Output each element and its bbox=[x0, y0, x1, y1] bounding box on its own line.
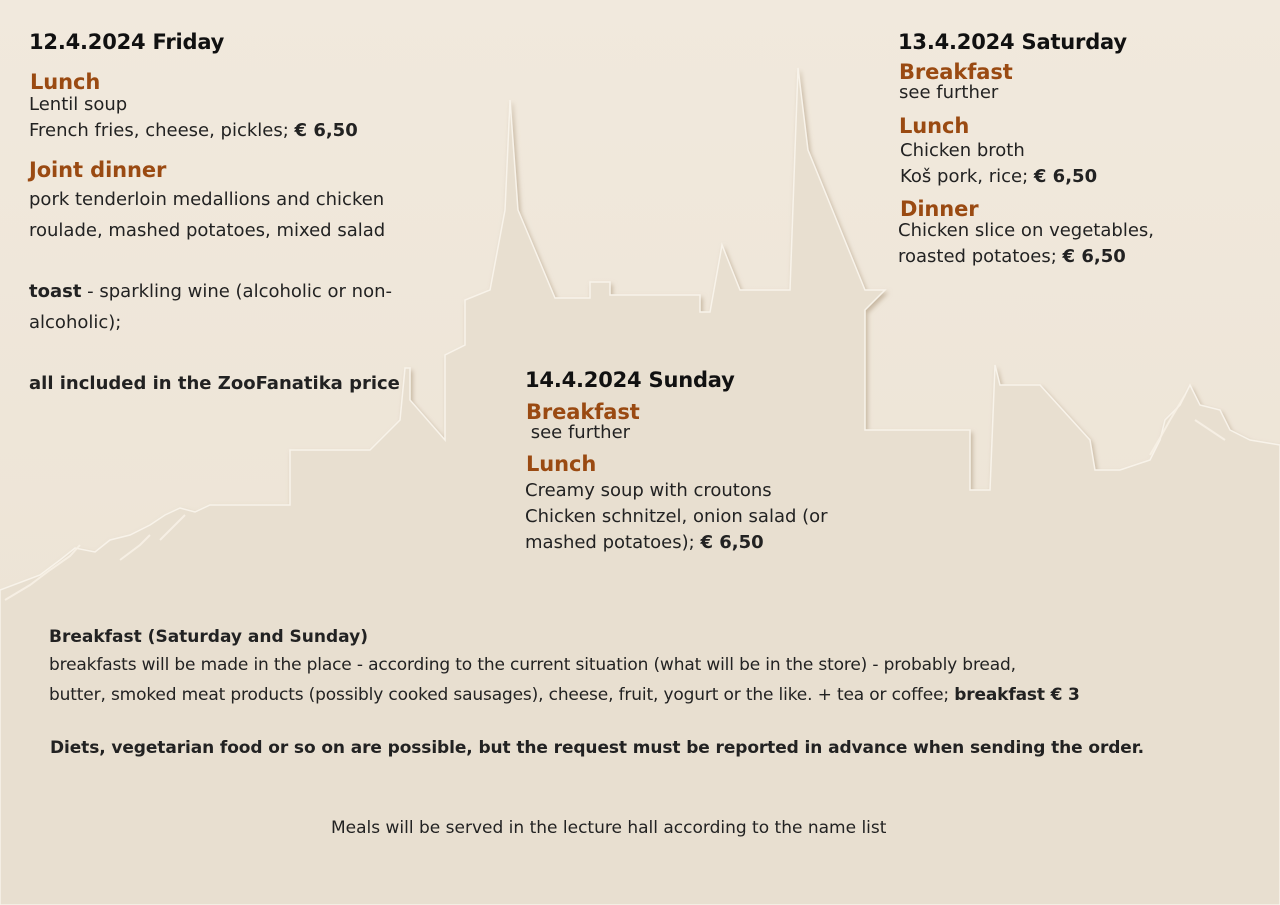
sunday-breakfast-title: Breakfast bbox=[526, 400, 640, 424]
friday-toast-line2: alcoholic); bbox=[29, 312, 122, 333]
sunday-lunch-price: € 6,50 bbox=[700, 532, 764, 553]
saturday-lunch-title: Lunch bbox=[899, 114, 970, 138]
sunday-lunch-line2: Chicken schnitzel, onion salad (or bbox=[525, 506, 828, 527]
saturday-lunch-line1: Chicken broth bbox=[900, 140, 1025, 161]
sunday-date: 14.4.2024 Sunday bbox=[525, 368, 735, 392]
friday-lunch-line1: Lentil soup bbox=[29, 94, 128, 115]
sunday-lunch-title: Lunch bbox=[526, 452, 597, 476]
saturday-dinner-line2 bbox=[898, 244, 1258, 270]
saturday-dinner-title: Dinner bbox=[900, 197, 979, 221]
friday-toast-line1 bbox=[29, 276, 449, 307]
friday-lunch-dish: French fries, cheese, pickles; bbox=[29, 120, 295, 141]
saturday-section bbox=[898, 30, 1258, 270]
sunday-section bbox=[525, 368, 885, 556]
saturday-breakfast-line1: see further bbox=[899, 82, 999, 103]
saturday-lunch-dish: Koš pork, rice; bbox=[900, 166, 1034, 187]
saturday-date: 13.4.2024 Saturday bbox=[898, 30, 1127, 54]
breakfast-price: breakfast € 3 bbox=[954, 685, 1080, 705]
saturday-dinner-dish: roasted potatoes; bbox=[898, 246, 1063, 267]
saturday-lunch-price: € 6,50 bbox=[1033, 166, 1098, 187]
diets-note: Diets, vegetarian food or so on are possible, but the request must be reported in advance when sending the order. bbox=[50, 738, 1144, 758]
breakfast-info-line2 bbox=[49, 680, 1269, 710]
sunday-breakfast-line1: see further bbox=[525, 422, 631, 443]
saturday-dinner-price: € 6,50 bbox=[1062, 246, 1126, 267]
breakfast-info-text: butter, smoked meat products (possibly cooked sausages), cheese, fruit, yogurt or the like. + tea or coffee; bbox=[49, 685, 955, 705]
saturday-dinner-line1: Chicken slice on vegetables, bbox=[898, 220, 1154, 241]
friday-toast-bold: toast bbox=[29, 281, 82, 302]
breakfast-info-line1: breakfasts will be made in the place - according to the current situation (what will be in the store) - probably bread, bbox=[49, 655, 1016, 675]
friday-lunch-title: Lunch bbox=[30, 70, 101, 94]
friday-toast-rest: - sparkling wine (alcoholic or non- bbox=[81, 281, 392, 302]
sunday-lunch-line3 bbox=[525, 530, 885, 556]
saturday-lunch-line2 bbox=[900, 164, 1258, 190]
breakfast-info-title: Breakfast (Saturday and Sunday) bbox=[49, 627, 368, 647]
friday-dinner-line2: roulade, mashed potatoes, mixed salad bbox=[29, 220, 386, 241]
sunday-lunch-line1: Creamy soup with croutons bbox=[525, 480, 772, 501]
sunday-lunch-dish: mashed potatoes); bbox=[525, 532, 701, 553]
friday-date: 12.4.2024 Friday bbox=[29, 30, 225, 54]
friday-dinner-line1: pork tenderloin medallions and chicken bbox=[29, 189, 385, 210]
friday-included: all included in the ZooFanatika price bbox=[29, 373, 400, 394]
footer-note: Meals will be served in the lecture hall according to the name list bbox=[331, 818, 887, 838]
friday-section bbox=[29, 30, 449, 399]
saturday-breakfast-title: Breakfast bbox=[899, 60, 1013, 84]
friday-dinner-title: Joint dinner bbox=[29, 158, 167, 182]
breakfast-info-section bbox=[49, 624, 1269, 710]
friday-lunch-price: € 6,50 bbox=[294, 120, 358, 141]
friday-lunch-line2 bbox=[29, 118, 449, 144]
